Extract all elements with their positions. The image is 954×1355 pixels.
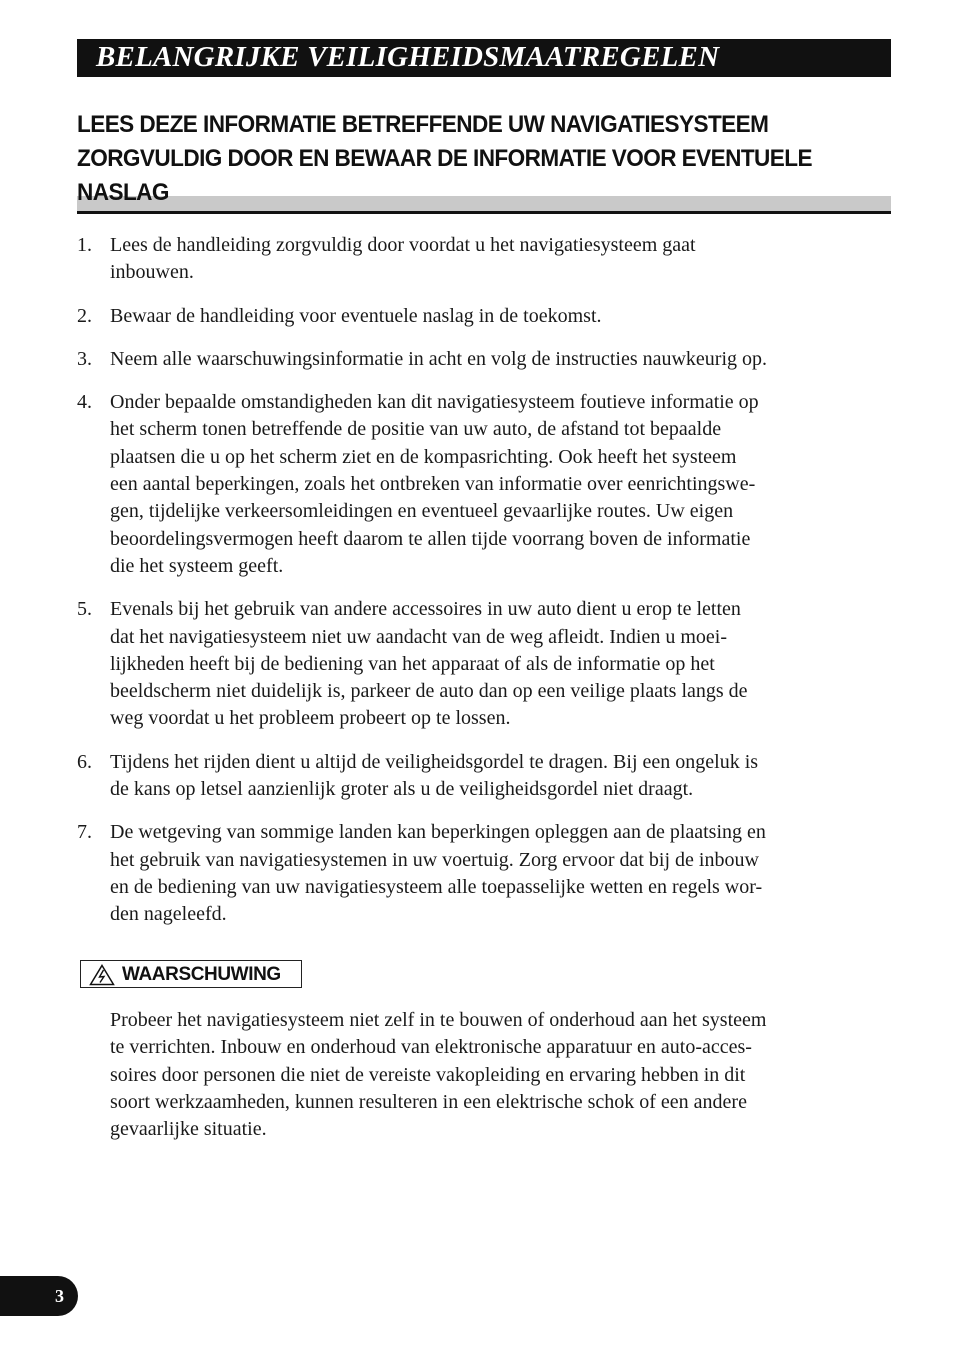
list-item-text-line: plaatsen die u op het scherm ziet en de kompasrichting. Ook heeft het systeem	[110, 445, 737, 468]
list-item-text-line: De wetgeving van sommige landen kan beperkingen opleggen aan de plaatsing en	[110, 821, 766, 844]
list-item-text-line: Evenals bij het gebruik van andere accessoires in uw auto dient u erop te letten	[110, 598, 741, 621]
list-item-text-line: het scherm tonen betreffende de positie van uw auto, de afstand tot bepaalde	[110, 418, 722, 441]
warning-text	[110, 1007, 870, 1143]
warning-label: WAARSCHUWING	[122, 964, 281, 985]
section-heading-line: ZORGVULDIG DOOR EN BEWAAR DE INFORMATIE VOOR EVENTUELE	[77, 145, 812, 172]
list-item-text-line: gen, tijdelijke verkeersomleidingen en eventueel gevaarlijke routes. Uw eigen	[110, 500, 734, 523]
warning-text-line: te verrichten. Inbouw en onderhoud van elektronische apparatuur en auto-acces-	[110, 1036, 752, 1059]
warning-triangle-icon	[89, 964, 115, 986]
list-item-text-line: het gebruik van navigatiesystemen in uw voertuig. Zorg ervoor dat bij de inbouw	[110, 848, 759, 871]
precaution-list	[77, 232, 867, 945]
list-item-text-line: den nageleefd.	[110, 903, 227, 926]
warning-text-line: gevaarlijke situatie.	[110, 1118, 267, 1141]
list-item	[77, 389, 867, 580]
list-item-text-line: Tijdens het rijden dient u altijd de veiligheidsgordel te dragen. Bij een ongeluk is	[110, 750, 759, 773]
list-item-text-line: weg voordat u het probleem probeert op te lossen.	[110, 707, 511, 730]
section-heading-line: LEES DEZE INFORMATIE BETREFFENDE UW NAVIGATIESYSTEEM	[77, 111, 769, 138]
list-item-number: 6.	[77, 750, 92, 773]
list-item-text-line: een aantal beperkingen, zoals het ontbreken van informatie over eenrichtingswe-	[110, 473, 756, 496]
section-heading	[77, 108, 842, 210]
page-number-tab	[0, 1276, 78, 1316]
warning-text-line: Probeer het navigatiesysteem niet zelf in te bouwen of onderhoud aan het systeem	[110, 1009, 767, 1031]
list-item-text-line: en de bediening van uw navigatiesysteem alle toepasselijke wetten en regels wor-	[110, 875, 763, 898]
list-item-text-line: Neem alle waarschuwingsinformatie in acht en volg de instructies nauwkeurig op.	[110, 347, 768, 370]
title-bar	[77, 39, 891, 77]
list-item-number: 2.	[77, 304, 92, 327]
list-item-text-line: de kans op letsel aanzienlijk groter als u de veiligheidsgordel niet draagt.	[110, 778, 694, 801]
list-item	[77, 303, 867, 330]
list-item-number: 3.	[77, 347, 92, 370]
warning-label-box	[80, 960, 302, 988]
list-item-text-line: lijkheden heeft bij de bediening van het apparaat of als de informatie op het	[110, 652, 715, 675]
list-item-number: 5.	[77, 598, 92, 621]
list-item-number: 7.	[77, 821, 92, 844]
list-item-text-line: beoordelingsvermogen heeft daarom te allen tijde voorrang boven de informatie	[110, 527, 751, 550]
list-item	[77, 346, 867, 373]
page-number: 3	[55, 1286, 64, 1306]
list-item-number: 4.	[77, 391, 92, 414]
list-item	[77, 596, 867, 732]
heading-underline-rule	[77, 211, 891, 214]
list-item	[77, 819, 867, 928]
list-item-text-line: inbouwen.	[110, 261, 194, 284]
warning-text-line: soires door personen die niet de vereiste vakopleiding en ervaring hebben in dit	[110, 1063, 746, 1086]
list-item-text-line: Lees de handleiding zorgvuldig door voordat u het navigatiesysteem gaat	[110, 234, 696, 256]
list-item-text-line: die het systeem geeft.	[110, 554, 284, 577]
list-item-text-line: Bewaar de handleiding voor eventuele naslag in de toekomst.	[110, 304, 602, 327]
warning-text-line: soort werkzaamheden, kunnen resulteren in een elektrische schok of een andere	[110, 1090, 747, 1113]
list-item-number: 1.	[77, 234, 92, 256]
list-item-text-line: Onder bepaalde omstandigheden kan dit navigatiesysteem foutieve informatie op	[110, 391, 759, 414]
list-item-text-line: dat het navigatiesysteem niet uw aandacht van de weg afleidt. Indien u moei-	[110, 625, 728, 648]
list-item-text-line: beeldscherm niet duidelijk is, parkeer de auto dan op een veilige plaats langs de	[110, 680, 748, 703]
page-title: BELANGRIJKE VEILIGHEIDSMAATREGELEN	[96, 41, 720, 73]
list-item	[77, 749, 867, 804]
section-heading-line: NASLAG	[77, 179, 169, 206]
list-item	[77, 232, 867, 287]
